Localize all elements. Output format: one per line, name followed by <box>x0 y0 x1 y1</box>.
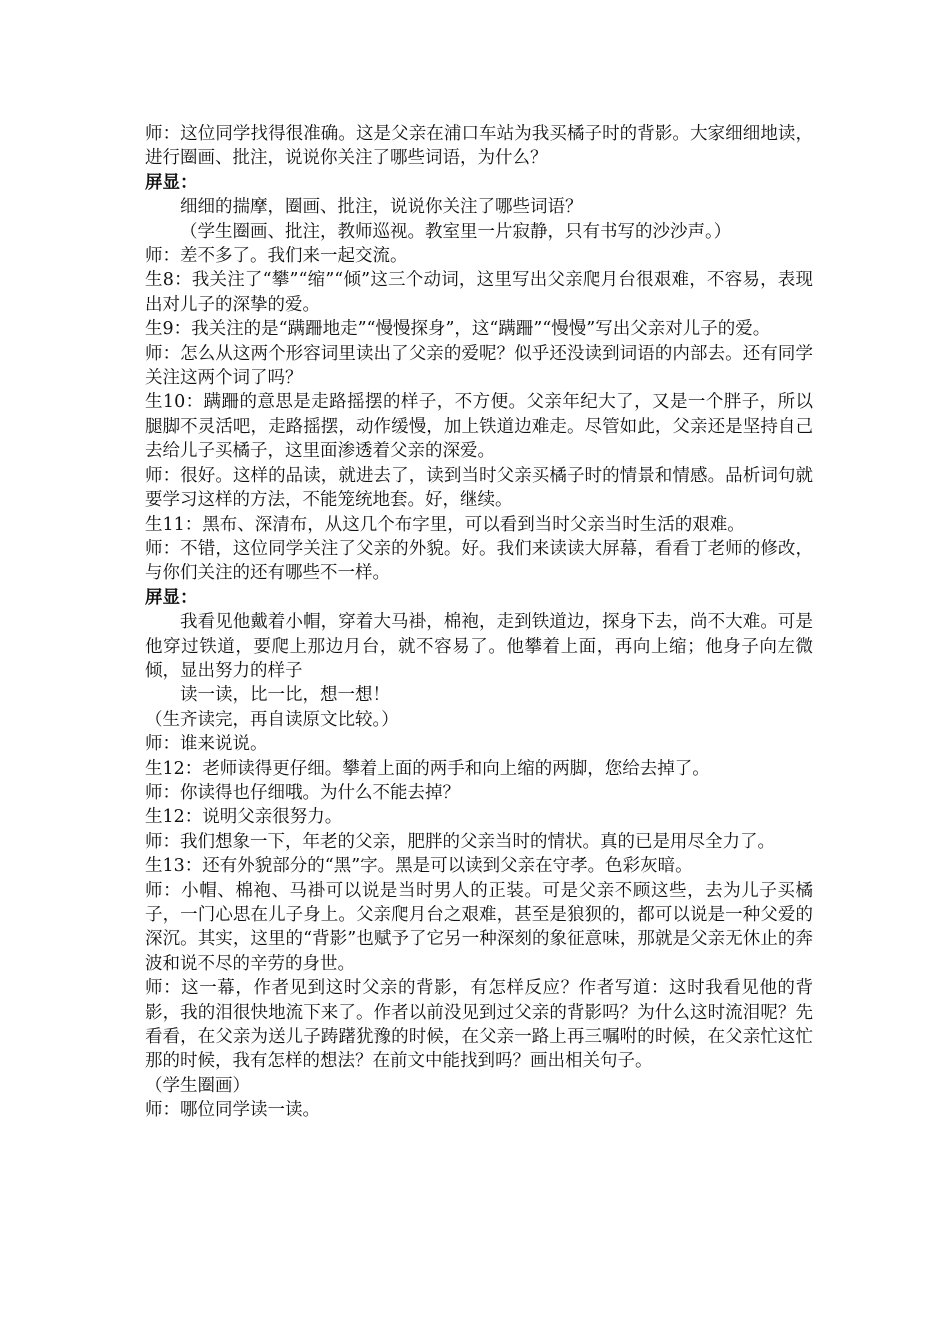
paragraph-student-12: 生12：说明父亲很努力。 <box>145 807 343 828</box>
screen-display-heading: 屏显： <box>145 587 198 608</box>
paragraph-teacher: 师：我们想象一下，年老的父亲，肥胖的父亲当时的情状。真的已是用尽全力了。 <box>145 831 775 852</box>
paragraph-student-10: 生10：蹒跚的意思是走路摇摆的样子，不方便。父亲年纪大了，又是一个胖子，所以腿脚不灵活吧，走路摇摆，动作缓慢，加上铁道边难走。尽管如此，父亲还是坚持自己去给儿子买橘子，这里面渗透着父亲的深爱。 <box>145 392 813 462</box>
paragraph-student-11: 生11：黑布、深清布，从这几个布字里，可以看到当时父亲当时生活的艰难。 <box>145 514 745 535</box>
paragraph-1: 师：这位同学找得很准确。这是父亲在浦口车站为我买橘子时的背影。大家细细地读，进行圈画、批注，说说你关注了哪些词语，为什么？ <box>145 124 813 169</box>
paragraph-teacher: 师：小帽、棉袍、马褂可以说是当时男人的正装。可是父亲不顾这些，去为儿子买橘子，一门心思在儿子身上。父亲爬月台之艰难，甚至是狼狈的，都可以说是一种父爱的深沉。其实，这里的“背影”也赋予了它另一种深刻的象征意味，那就是父亲无休止的奔波和说不尽的辛劳的身世。 <box>145 880 813 974</box>
screen-display-excerpt: 我看见他戴着小帽，穿着大马褂，棉袍，走到铁道边，探身下去，尚不大难。可是他穿过铁道，要爬上那边月台，就不容易了。他攀着上面，再向上缩；他身子向左微倾，显出努力的样子 <box>145 612 813 681</box>
paragraph-teacher: 师：谁来说说。 <box>145 734 268 755</box>
screen-display-instruction: 读一读，比一比，想一想！ <box>180 685 390 706</box>
paragraph-teacher: 师：不错，这位同学关注了父亲的外貌。好。我们来读读大屏幕，看看丁老师的修改，与你们关注的还有哪些不一样。 <box>145 538 813 584</box>
paragraph-teacher: 师：差不多了。我们来一起交流。 <box>145 246 408 267</box>
paragraph-teacher: 师：这一幕，作者见到这时父亲的背影，有怎样反应？作者写道：这时我看见他的背影，我的泪很快地流下来了。作者以前没见到过父亲的背影吗？为什么这时流泪呢？先看看，在父亲为送儿子踌躇犹豫的时候，在父亲一路上再三嘱咐的时候，在父亲忙这忙那的时候，我有怎样的想法？在前文中能找到吗？画出相关句子。 <box>145 978 813 1072</box>
screen-display-prompt: 细细的揣摩，圈画、批注，说说你关注了哪些词语？ <box>180 197 583 218</box>
stage-direction: （生齐读完，再自读原文比较。） <box>145 709 399 730</box>
paragraph-teacher: 师：很好。这样的品读，就进去了，读到当时父亲买橘子时的情景和情感。品析词句就要学习这样的方法，不能笼统地套。好，继续。 <box>145 465 813 511</box>
paragraph-teacher: 师：哪位同学读一读。 <box>145 1100 320 1121</box>
paragraph-student-12: 生12：老师读得更仔细。攀着上面的两手和向上缩的两脚，您给去掉了。 <box>145 758 710 779</box>
stage-direction: （学生圈画、批注，教师巡视。教室里一片寂静，只有书写的沙沙声。） <box>180 221 732 242</box>
paragraph-student-9: 生9：我关注的是“蹒跚地走”“慢慢探身”，这“蹒跚”“慢慢”写出父亲对儿子的爱。 <box>145 319 771 340</box>
paragraph-teacher: 师：怎么从这两个形容词里读出了父亲的爱呢？似乎还没读到词语的内部去。还有同学关注这两个词了吗？ <box>145 343 813 389</box>
screen-display-heading: 屏显： <box>145 172 198 193</box>
paragraph-teacher: 师：你读得也仔细哦。为什么不能去掉？ <box>145 782 460 803</box>
stage-direction: （学生圈画） <box>145 1075 250 1096</box>
document-page <box>145 122 813 1123</box>
paragraph-student-13: 生13：还有外貌部分的“黑”字。黑是可以读到父亲在守孝。色彩灰暗。 <box>145 856 693 877</box>
paragraph-student-8: 生8：我关注了“攀”“缩”“倾”这三个动词，这里写出父亲爬月台很艰难，不容易，表现出对儿子的深挚的爱。 <box>145 270 813 315</box>
